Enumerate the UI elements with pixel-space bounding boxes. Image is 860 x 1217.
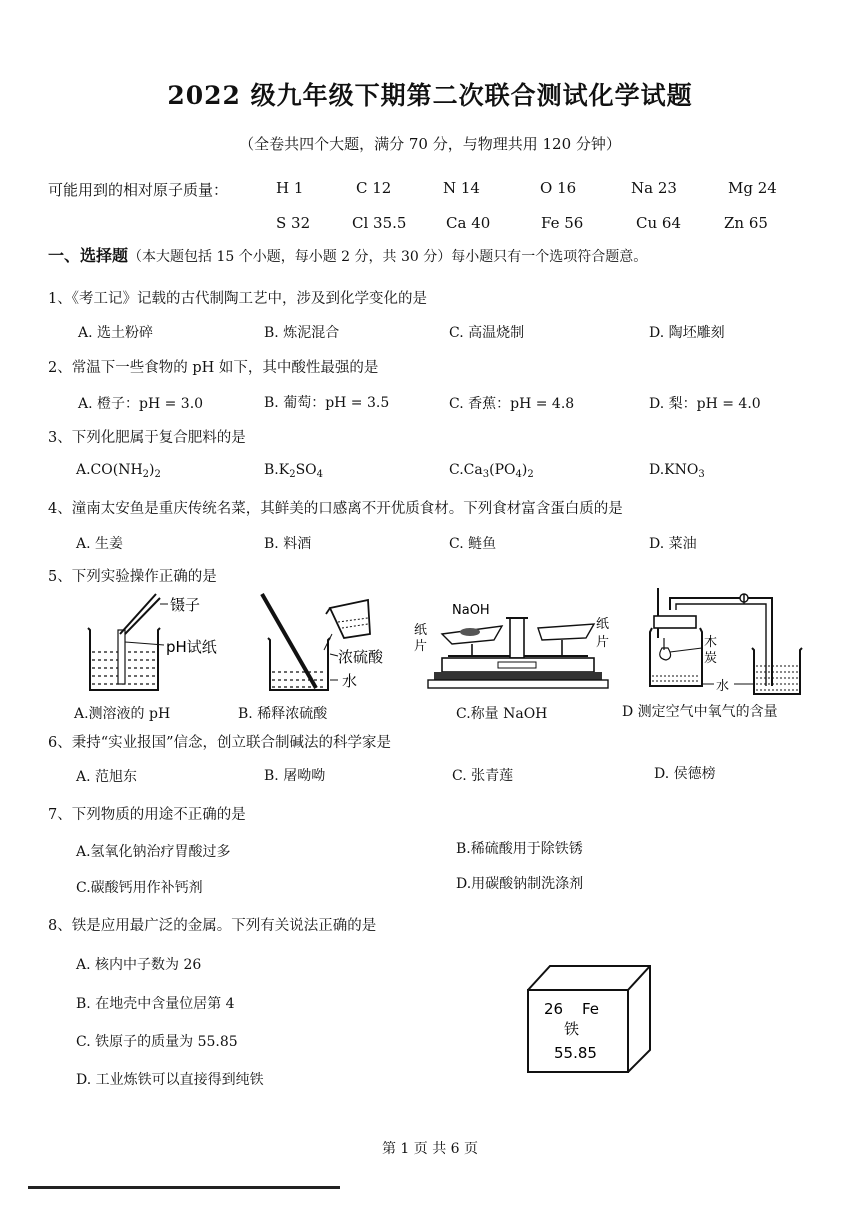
question-6-option-d: D. 侯德榜 [654, 766, 716, 782]
exam-info: （全卷共四个大题，满分 70 分，与物理共用 120 分钟） [239, 135, 621, 153]
question-7-stem: 7、下列物质的用途不正确的是 [48, 807, 246, 823]
question-7-option-b: B.稀硫酸用于除铁锈 [456, 841, 583, 857]
section-heading [48, 243, 647, 266]
label-charcoal-1: 木 [704, 635, 718, 650]
atomic-mass-n: N 14 [443, 179, 480, 197]
figure-ph-test [80, 590, 250, 695]
question-2-option-c: C. 香蕉：pH = 4.8 [449, 396, 575, 412]
question-1-option-d: D. 陶坯雕刻 [649, 325, 725, 341]
label-paper-right-2: 片 [596, 635, 610, 650]
label-conc-acid: 浓硫酸 [338, 648, 384, 666]
question-3-option-b: $B.K_2SO_4$ [264, 462, 324, 480]
label-naoh: NaOH [452, 603, 490, 618]
figure-dilute-acid [258, 590, 408, 695]
question-7-option-c: C.碳酸钙用作补钙剂 [76, 880, 203, 896]
atomic-mass-ca: Ca 40 [446, 214, 491, 232]
question-3-stem: 3、下列化肥属于复合肥料的是 [48, 430, 246, 446]
atomic-mass-mg: Mg 24 [728, 179, 777, 197]
element-cell-iron [524, 962, 654, 1074]
label-ph-paper: pH试纸 [166, 638, 217, 656]
question-2-option-a: A. 橙子：pH = 3.0 [78, 396, 204, 412]
label-charcoal-2: 炭 [704, 651, 718, 666]
question-2-option-b: B. 葡萄：pH = 3.5 [264, 395, 390, 411]
label-tweezers: 镊子 [170, 596, 201, 614]
question-6-stem: 6、秉持“实业报国”信念，创立联合制碱法的科学家是 [48, 735, 392, 751]
caption-b: B. 稀释浓硫酸 [238, 706, 328, 722]
label-paper-left-2: 片 [414, 639, 428, 654]
atomic-mass-cl: Cl 35.5 [352, 214, 407, 232]
atomic-mass-s: S 32 [276, 214, 311, 232]
label-paper-right-1: 纸 [596, 617, 610, 632]
question-4-option-c: C. 鲢鱼 [449, 536, 497, 552]
section-description: （本大题包括 15 个小题，每小题 2 分，共 30 分）每小题只有一个选项符合题意。 [128, 249, 648, 265]
question-8-option-a: A. 核内中子数为 26 [76, 957, 202, 973]
caption-d: D 测定空气中氧气的含量 [622, 704, 778, 720]
atomic-mass-h: H 1 [276, 179, 304, 197]
element-symbol: Fe [582, 1000, 600, 1018]
atomic-mass-fe: Fe 56 [541, 214, 584, 232]
question-2-option-d: D. 梨：pH = 4.0 [649, 396, 761, 412]
question-5-stem: 5、下列实验操作正确的是 [48, 569, 217, 585]
element-name: 铁 [564, 1020, 580, 1038]
question-3-option-a: $A.CO(NH_2)_2$ [76, 462, 161, 480]
atomic-mass-label: 可能用到的相对原子质量： [48, 181, 229, 199]
question-4-option-a: A. 生姜 [76, 536, 124, 552]
question-8-option-b: B. 在地壳中含量位居第 4 [76, 996, 235, 1012]
atomic-mass-na: Na 23 [631, 179, 677, 197]
element-number: 26 [544, 1000, 564, 1018]
question-8-option-c: C. 铁原子的质量为 55.85 [76, 1034, 238, 1050]
question-6-option-b: B. 屠呦呦 [264, 768, 326, 784]
question-7-option-a: A.氢氧化钠治疗胃酸过多 [76, 844, 231, 860]
question-1-option-c: C. 高温烧制 [449, 325, 525, 341]
caption-c: C.称量 NaOH [456, 706, 548, 722]
question-7-option-d: D.用碳酸钠制洗涤剂 [456, 876, 584, 892]
label-water: 水 [342, 672, 358, 690]
page-title: 2022 级九年级下期第二次联合测试化学试题 [167, 81, 693, 110]
figure-balance [412, 598, 620, 698]
question-1-option-a: A. 选土粉碎 [78, 325, 154, 341]
atomic-mass-o: O 16 [540, 179, 577, 197]
page-number: 第 1 页 共 6 页 [381, 1141, 479, 1157]
atomic-mass-zn: Zn 65 [724, 214, 768, 232]
figure-oxygen-measurement [640, 586, 810, 698]
question-3-option-c: $C.Ca_3(PO_4)_2$ [449, 462, 534, 480]
question-3-option-d: $D.KNO_3$ [649, 462, 705, 480]
question-6-option-c: C. 张青莲 [452, 768, 514, 784]
footer-divider [28, 1186, 340, 1189]
question-1-stem: 1、《考工记》记载的古代制陶工艺中，涉及到化学变化的是 [48, 291, 427, 307]
label-paper-left-1: 纸 [414, 623, 428, 638]
question-1-option-b: B. 炼泥混合 [264, 325, 340, 341]
question-2-stem: 2、常温下一些食物的 pH 如下，其中酸性最强的是 [48, 360, 379, 376]
atomic-mass-cu: Cu 64 [636, 214, 681, 232]
atomic-mass-c: C 12 [356, 179, 392, 197]
question-6-option-a: A. 范旭东 [76, 769, 138, 785]
label-water-d: 水 [716, 679, 730, 694]
question-4-stem: 4、潼南太安鱼是重庆传统名菜，其鲜美的口感离不开优质食材。下列食材富含蛋白质的是 [48, 501, 623, 517]
section-label: 一、选择题 [48, 246, 129, 265]
element-mass: 55.85 [554, 1044, 597, 1062]
question-4-option-d: D. 菜油 [649, 536, 697, 552]
question-8-option-d: D. 工业炼铁可以直接得到纯铁 [76, 1072, 264, 1088]
question-8-stem: 8、铁是应用最广泛的金属。下列有关说法正确的是 [48, 918, 377, 934]
question-4-option-b: B. 料酒 [264, 536, 312, 552]
caption-a: A.测溶液的 pH [74, 706, 171, 722]
